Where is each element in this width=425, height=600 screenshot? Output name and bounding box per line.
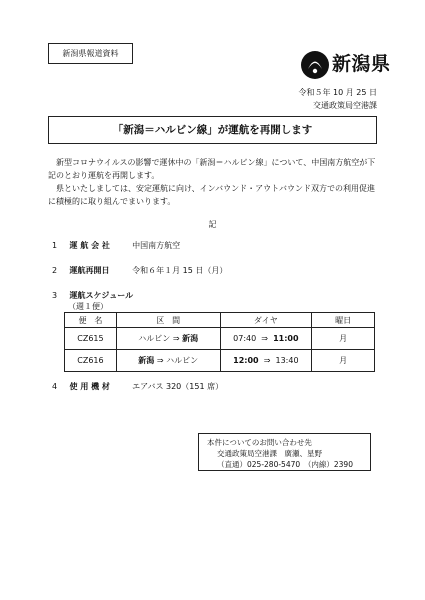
item-number: 1: [52, 241, 58, 250]
flight-number: CZ616: [65, 350, 117, 372]
header-flight: 便 名: [65, 313, 117, 328]
item-value: 中国南方航空: [132, 241, 181, 250]
press-release-tag: 新潟県報道資料: [48, 43, 133, 64]
ki-marker: 記: [208, 220, 217, 229]
contact-phone: （直通）025-280-5470 （内線）2390: [217, 460, 353, 469]
route-arrow-icon: ⇒: [156, 356, 164, 365]
flight-times: 07:40 ⇒ 11:00: [220, 328, 312, 350]
route-destination: 新潟: [182, 334, 199, 343]
body-paragraph-1: 新型コロナウイルスの影響で運休中の「新潟＝ハルビン線」について、中国南方航空が下記のとおり運航を再開します。: [48, 158, 376, 180]
item-number: 3: [52, 291, 58, 300]
contact-box: [198, 433, 371, 471]
item-label: 運 航 会 社: [69, 241, 110, 250]
item-resume-date: [52, 265, 227, 277]
item-label: 使 用 機 材: [69, 382, 110, 391]
flight-route: [116, 350, 220, 372]
item-number: 2: [52, 266, 58, 275]
flight-route: [116, 328, 220, 350]
flight-times: 12:00 ⇒ 13:40: [220, 350, 312, 372]
item-label: 運航再開日: [69, 266, 110, 275]
document-title: 「新潟＝ハルビン線」が運航を再開します: [48, 116, 377, 144]
item-value: 令和６年１月 15 日（月）: [132, 266, 228, 275]
body-text: [48, 156, 376, 208]
table-row: [65, 328, 375, 350]
flight-day: 月: [312, 350, 375, 372]
flight-schedule-table: [64, 312, 375, 372]
item-label: 運航スケジュール: [69, 291, 134, 300]
contact-department: 交通政策局空港課 廣瀬、星野: [217, 449, 322, 458]
departure-time: 07:40: [233, 334, 257, 343]
header-times: ダイヤ: [220, 313, 312, 328]
niigata-prefecture-logo-icon: [300, 50, 330, 80]
route-destination: ハルビン: [166, 356, 199, 365]
table-header-row: [65, 313, 375, 328]
item-value: エアバス 320（151 席）: [132, 382, 224, 391]
issue-date: 令和５年 10 月 25 日: [298, 88, 377, 97]
schedule-frequency: （週１便）: [68, 302, 108, 311]
issue-meta: [298, 86, 377, 112]
route-arrow-icon: ⇒: [172, 334, 180, 343]
flight-number: CZ615: [65, 328, 117, 350]
route-origin: 新潟: [138, 356, 155, 365]
contact-heading: 本件についてのお問い合わせ先: [207, 438, 312, 447]
header-route: 区 間: [116, 313, 220, 328]
issuing-department: 交通政策局空港課: [313, 101, 377, 110]
flight-day: 月: [312, 328, 375, 350]
header-day: 曜日: [312, 313, 375, 328]
arrival-time: 13:40: [275, 356, 299, 365]
arrival-time: 11:00: [273, 334, 299, 343]
route-origin: ハルビン: [138, 334, 171, 343]
departure-time: 12:00: [233, 356, 259, 365]
item-number: 4: [52, 382, 58, 391]
prefecture-logo-text: 新潟県: [332, 53, 391, 75]
body-paragraph-2: 県といたしましては、安定運航に向け、インバウンド・アウトバウンド双方での利用促進に積極的に取り組んでまいります。: [48, 184, 375, 206]
item-aircraft: [52, 381, 223, 393]
table-row: [65, 350, 375, 372]
item-airline: [52, 240, 180, 252]
